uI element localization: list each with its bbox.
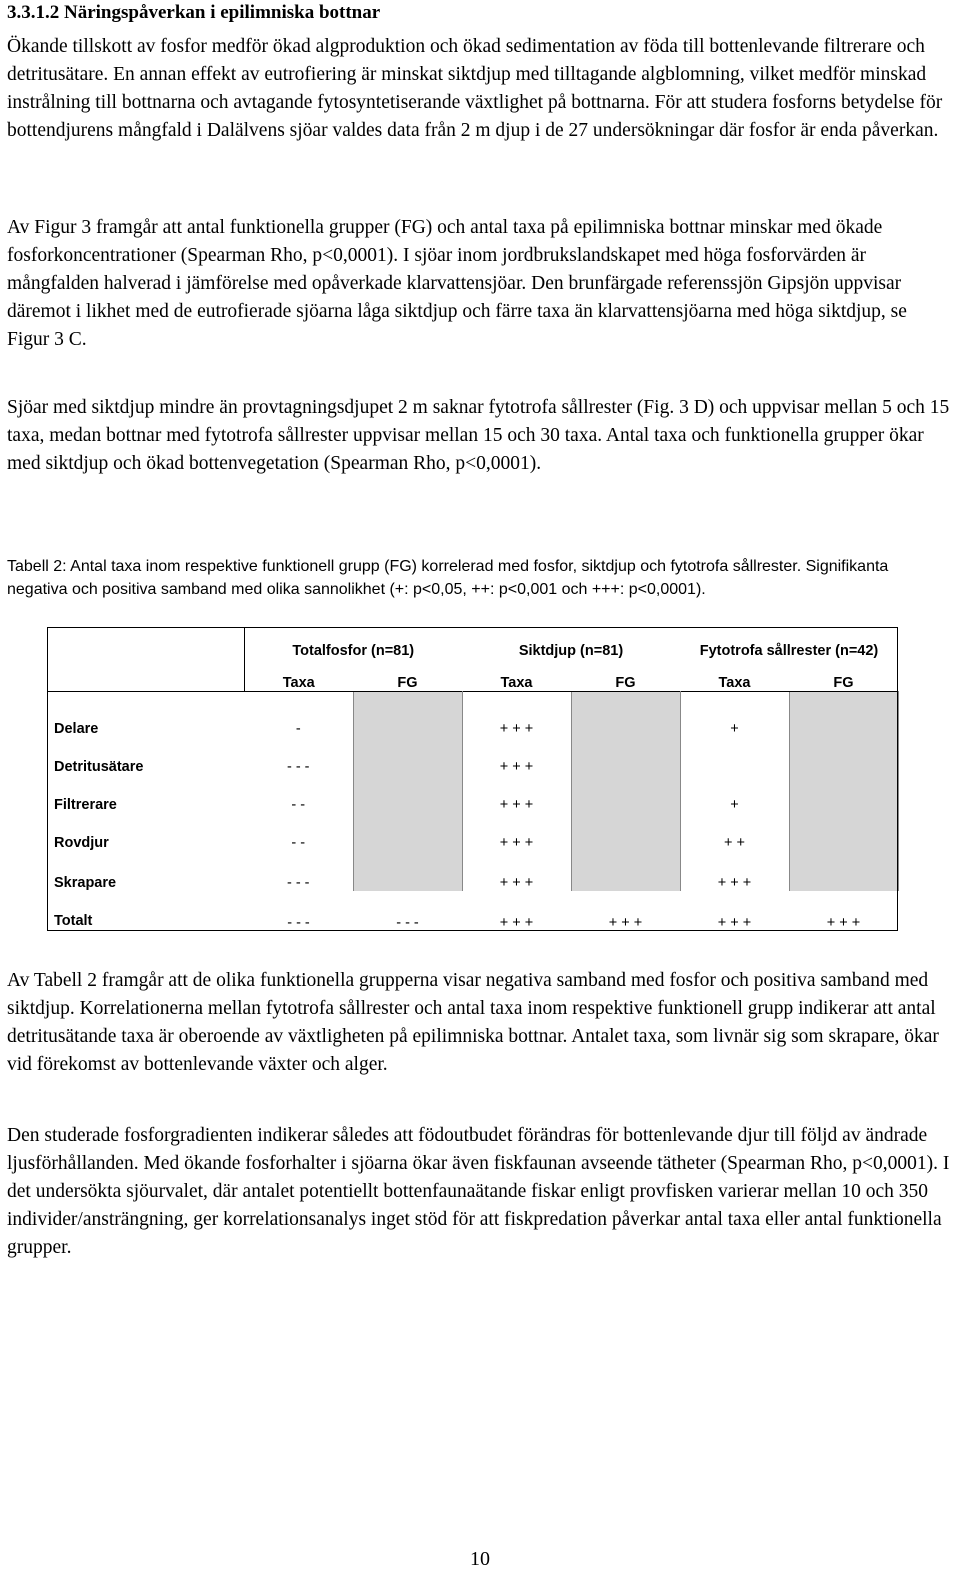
- table-cell: + + +: [499, 797, 534, 813]
- subheader-fg: FG: [615, 674, 636, 691]
- paragraph-secchi-depth: Sjöar med siktdjup mindre än provtagningsdjupet 2 m saknar fytotrofa sållrester (Fig. 3 D) och uppvisar mellan 5 och 15 taxa, medan bottnar med fytotrofa sållrester uppvisar mellan 15 och 30 taxa. Antal taxa och funktionella grupper ökar med siktdjup och ökad bottenvegetation (Spearman Rho, p<0,0001).: [7, 397, 950, 474]
- table-cell: [571, 775, 680, 813]
- table-cell: + + +: [499, 721, 534, 737]
- table-group-header-row: [47, 627, 898, 659]
- paragraph-eutrophication: Ökande tillskott av fosfor medför ökad algproduktion och ökad sedimentation av föda till bottenlevande filtrerare och detritusätare. En annan effekt av eutrofiering är minskat siktdjup med tilltagande algblomning, vilket medför minskad instrålning till bottnarna och avtagande fytosyntetiserande växtlighet på bottnarna. För att studera fosforns betydelse för bottendjurens mångfald i Dalälvens sjöar valdes data från 2 m djup i de 27 undersökningar där fosfor är enda påverkan.: [7, 36, 943, 141]
- table-row: [47, 775, 898, 813]
- subheader-fg: FG: [833, 674, 854, 691]
- row-label: Totalt: [54, 913, 93, 929]
- table-cell: +: [730, 797, 739, 813]
- table-row: [47, 813, 898, 851]
- table-cell: + + +: [499, 835, 534, 851]
- group-header-siktdjup: Siktdjup (n=81): [518, 643, 624, 659]
- correlation-table: [47, 627, 898, 931]
- row-label: Skrapare: [54, 875, 117, 891]
- table-cell: [680, 737, 789, 775]
- table-cell: [571, 813, 680, 851]
- table-cell: +: [730, 721, 739, 737]
- table-cell: [353, 813, 462, 851]
- section-heading: 3.3.1.2 Näringspåverkan i epilimniska bottnar: [7, 2, 381, 23]
- table-cell: [789, 813, 898, 851]
- table-cell: [789, 851, 898, 891]
- row-label: Rovdjur: [54, 835, 109, 851]
- table-cell: + + +: [717, 915, 752, 931]
- table-cell: [353, 851, 462, 891]
- paragraph-table2: Av Tabell 2 framgår att de olika funktionella grupperna visar negativa samband med fosfor och positiva samband med siktdjup. Korrelationerna mellan fytotrofa sållrester och antal taxa inom respektive funktionell grupp indikerar att antal detritusätande taxa är oberoende av växtligheten på epilimniska bottnar. Antalet taxa, som livnär sig som skrapare, ökar vid förekomst av bottenlevande växter och alger.: [7, 970, 939, 1075]
- table-cell: [789, 699, 898, 737]
- table-cell: [571, 851, 680, 891]
- table-cell: -: [295, 721, 301, 737]
- table-caption: Tabell 2: Antal taxa inom respektive funktionell grupp (FG) korrelerad med fosfor, siktdjup och fytotrofa sållrester. Signifikanta negativa och positiva samband med olika sannolikhet (+: p<0,05, ++: p<0,001 och +++: p<0,0001).: [7, 558, 889, 598]
- group-header-fytotrofa: Fytotrofa sållrester (n=42): [699, 643, 879, 659]
- subheader-taxa: Taxa: [718, 674, 751, 691]
- table-cell: + + +: [826, 915, 861, 931]
- table-cell: - -: [291, 835, 306, 851]
- table-row: [47, 699, 898, 737]
- table-cell: + + +: [499, 915, 534, 931]
- table-cell: [571, 737, 680, 775]
- table-cell: - - -: [396, 915, 419, 931]
- table-cell: [353, 699, 462, 737]
- table-row-total: [47, 891, 898, 931]
- table-cell: [353, 737, 462, 775]
- paragraph-phosphorus-gradient: Den studerade fosforgradienten indikerar således att födoutbudet förändras för bottenlevande djur till följd av ändrade ljusförhållanden. Med ökande fosforhalter i sjöarna ökar även fiskfaunan avseende tätheter (Spearman Rho, p<0,0001). I det undersökta sjöurvalet, där antalet potentiellt bottenfaunaätande fiskar enligt provfisken varierar mellan 10 och 350 individer/ansträngning, ger korrelationsanalys inget stöd för att fiskpredation påverkar antal taxa eller antal funktionella grupper.: [7, 1125, 950, 1258]
- table-cell: - -: [291, 797, 306, 813]
- row-label: Detritusätare: [54, 759, 144, 775]
- row-label: Filtrerare: [54, 797, 117, 813]
- table-cell: + + +: [499, 759, 534, 775]
- page-number: 10: [470, 1548, 490, 1570]
- table-cell: - - -: [287, 915, 310, 931]
- table-cell: - - -: [286, 759, 310, 775]
- table-cell: - - -: [286, 875, 310, 891]
- table-cell: [789, 737, 898, 775]
- table-cell: + + +: [499, 875, 534, 891]
- row-label: Delare: [54, 721, 99, 737]
- subheader-fg: FG: [397, 674, 418, 691]
- table-cell: [789, 775, 898, 813]
- table-cell: + + +: [608, 915, 643, 931]
- table-cell: [353, 775, 462, 813]
- group-header-totalfosfor: Totalfosfor (n=81): [292, 643, 415, 659]
- table-row: [47, 851, 898, 891]
- paragraph-figure3: Av Figur 3 framgår att antal funktionella grupper (FG) och antal taxa på epilimniska bottnar minskar med ökade fosforkoncentrationer (Spearman Rho, p<0,0001). I sjöar inom jordbrukslandskapet med höga fosforvärden är mångfalden halverad i jämförelse med opåverkade klarvattensjöar. Den brunfärgade referenssjön Gipsjön uppvisar däremot i likhet med de eutrofierade sjöarna låga siktdjup och färre taxa än klarvattensjöarna med höga siktdjup, se Figur 3 C.: [7, 217, 907, 350]
- table-cell: [571, 699, 680, 737]
- table-subheader-row: [47, 659, 898, 691]
- table-row: [47, 737, 898, 775]
- subheader-taxa: Taxa: [282, 674, 315, 691]
- table-cell: + +: [724, 835, 745, 851]
- subheader-taxa: Taxa: [500, 674, 533, 691]
- table-cell: + + +: [717, 875, 752, 891]
